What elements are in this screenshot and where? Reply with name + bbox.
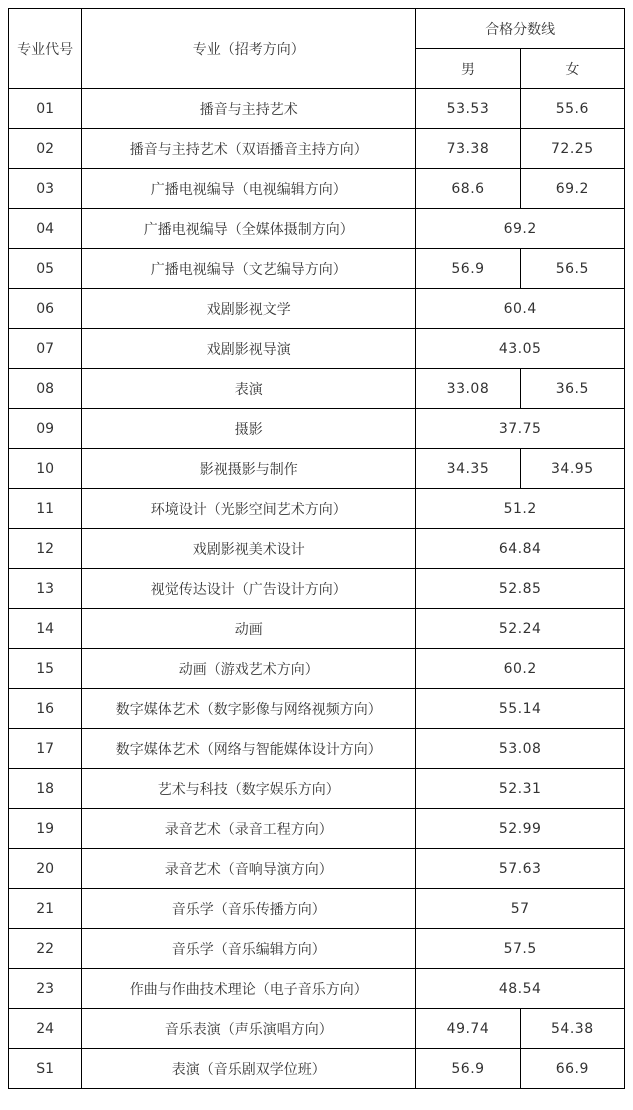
row-score-combined: 57.63 bbox=[416, 849, 625, 889]
row-score-combined: 52.99 bbox=[416, 809, 625, 849]
header-male: 男 bbox=[416, 49, 520, 89]
row-major: 动画 bbox=[82, 609, 416, 649]
row-score-combined: 57 bbox=[416, 889, 625, 929]
row-major: 音乐学（音乐传播方向） bbox=[82, 889, 416, 929]
row-score-combined: 60.2 bbox=[416, 649, 625, 689]
row-score-male: 33.08 bbox=[416, 369, 520, 409]
row-major: 戏剧影视美术设计 bbox=[82, 529, 416, 569]
row-major: 广播电视编导（文艺编导方向） bbox=[82, 249, 416, 289]
row-code: 16 bbox=[9, 689, 82, 729]
row-code: 19 bbox=[9, 809, 82, 849]
row-major: 广播电视编导（电视编辑方向） bbox=[82, 169, 416, 209]
table-row bbox=[9, 969, 625, 1009]
table-row bbox=[9, 449, 625, 489]
row-major: 数字媒体艺术（网络与智能媒体设计方向） bbox=[82, 729, 416, 769]
row-code: 18 bbox=[9, 769, 82, 809]
header-row bbox=[9, 9, 625, 49]
row-code: 15 bbox=[9, 649, 82, 689]
row-major: 数字媒体艺术（数字影像与网络视频方向） bbox=[82, 689, 416, 729]
row-score-combined: 37.75 bbox=[416, 409, 625, 449]
row-code: 20 bbox=[9, 849, 82, 889]
table-row bbox=[9, 89, 625, 129]
row-major: 戏剧影视文学 bbox=[82, 289, 416, 329]
table-row bbox=[9, 169, 625, 209]
row-score-female: 34.95 bbox=[520, 449, 624, 489]
row-code: 01 bbox=[9, 89, 82, 129]
table-row bbox=[9, 209, 625, 249]
table-row bbox=[9, 689, 625, 729]
row-score-female: 36.5 bbox=[520, 369, 624, 409]
row-major: 表演 bbox=[82, 369, 416, 409]
row-code: 24 bbox=[9, 1009, 82, 1049]
row-score-combined: 57.5 bbox=[416, 929, 625, 969]
row-major: 视觉传达设计（广告设计方向） bbox=[82, 569, 416, 609]
row-major: 艺术与科技（数字娱乐方向） bbox=[82, 769, 416, 809]
row-major: 动画（游戏艺术方向） bbox=[82, 649, 416, 689]
row-major: 作曲与作曲技术理论（电子音乐方向） bbox=[82, 969, 416, 1009]
table-row bbox=[9, 769, 625, 809]
row-code: 22 bbox=[9, 929, 82, 969]
table-row bbox=[9, 569, 625, 609]
row-score-male: 34.35 bbox=[416, 449, 520, 489]
row-score-male: 53.53 bbox=[416, 89, 520, 129]
row-score-female: 69.2 bbox=[520, 169, 624, 209]
table-row bbox=[9, 889, 625, 929]
row-code: 03 bbox=[9, 169, 82, 209]
row-code: 08 bbox=[9, 369, 82, 409]
row-score-combined: 64.84 bbox=[416, 529, 625, 569]
row-code: 07 bbox=[9, 329, 82, 369]
table-row bbox=[9, 249, 625, 289]
row-major: 戏剧影视导演 bbox=[82, 329, 416, 369]
row-code: 12 bbox=[9, 529, 82, 569]
header-female: 女 bbox=[520, 49, 624, 89]
row-score-male: 56.9 bbox=[416, 1049, 520, 1089]
row-major: 录音艺术（录音工程方向） bbox=[82, 809, 416, 849]
table-row bbox=[9, 809, 625, 849]
row-major: 摄影 bbox=[82, 409, 416, 449]
row-score-combined: 51.2 bbox=[416, 489, 625, 529]
row-score-combined: 55.14 bbox=[416, 689, 625, 729]
row-major: 影视摄影与制作 bbox=[82, 449, 416, 489]
row-code: 06 bbox=[9, 289, 82, 329]
row-major: 音乐表演（声乐演唱方向） bbox=[82, 1009, 416, 1049]
row-score-male: 73.38 bbox=[416, 129, 520, 169]
table-row bbox=[9, 929, 625, 969]
row-code: 13 bbox=[9, 569, 82, 609]
row-major: 环境设计（光影空间艺术方向） bbox=[82, 489, 416, 529]
table-row bbox=[9, 849, 625, 889]
row-code: 09 bbox=[9, 409, 82, 449]
table-row bbox=[9, 289, 625, 329]
row-score-female: 56.5 bbox=[520, 249, 624, 289]
table-row bbox=[9, 129, 625, 169]
row-score-female: 66.9 bbox=[520, 1049, 624, 1089]
row-score-male: 68.6 bbox=[416, 169, 520, 209]
score-table bbox=[8, 8, 625, 1089]
score-table-body bbox=[9, 9, 625, 1089]
row-score-combined: 48.54 bbox=[416, 969, 625, 1009]
row-score-combined: 53.08 bbox=[416, 729, 625, 769]
row-code: 14 bbox=[9, 609, 82, 649]
table-row bbox=[9, 1049, 625, 1089]
row-score-combined: 69.2 bbox=[416, 209, 625, 249]
row-major: 广播电视编导（全媒体摄制方向） bbox=[82, 209, 416, 249]
row-code: 11 bbox=[9, 489, 82, 529]
table-row bbox=[9, 409, 625, 449]
row-major: 音乐学（音乐编辑方向） bbox=[82, 929, 416, 969]
row-score-male: 49.74 bbox=[416, 1009, 520, 1049]
row-code: 21 bbox=[9, 889, 82, 929]
row-major: 播音与主持艺术 bbox=[82, 89, 416, 129]
header-code: 专业代号 bbox=[9, 9, 82, 89]
row-code: 23 bbox=[9, 969, 82, 1009]
row-code: 02 bbox=[9, 129, 82, 169]
row-code: S1 bbox=[9, 1049, 82, 1089]
row-code: 17 bbox=[9, 729, 82, 769]
table-row bbox=[9, 609, 625, 649]
row-score-female: 55.6 bbox=[520, 89, 624, 129]
row-major: 录音艺术（音响导演方向） bbox=[82, 849, 416, 889]
row-score-combined: 52.24 bbox=[416, 609, 625, 649]
table-row bbox=[9, 489, 625, 529]
row-score-female: 54.38 bbox=[520, 1009, 624, 1049]
row-major: 播音与主持艺术（双语播音主持方向） bbox=[82, 129, 416, 169]
row-score-male: 56.9 bbox=[416, 249, 520, 289]
table-row bbox=[9, 329, 625, 369]
table-row bbox=[9, 649, 625, 689]
row-score-combined: 43.05 bbox=[416, 329, 625, 369]
row-major: 表演（音乐剧双学位班） bbox=[82, 1049, 416, 1089]
table-row bbox=[9, 529, 625, 569]
header-score: 合格分数线 bbox=[416, 9, 625, 49]
row-code: 05 bbox=[9, 249, 82, 289]
table-row bbox=[9, 369, 625, 409]
row-code: 04 bbox=[9, 209, 82, 249]
table-row bbox=[9, 729, 625, 769]
table-row bbox=[9, 1009, 625, 1049]
row-score-female: 72.25 bbox=[520, 129, 624, 169]
header-major: 专业（招考方向） bbox=[82, 9, 416, 89]
row-score-combined: 52.31 bbox=[416, 769, 625, 809]
row-score-combined: 60.4 bbox=[416, 289, 625, 329]
row-score-combined: 52.85 bbox=[416, 569, 625, 609]
row-code: 10 bbox=[9, 449, 82, 489]
